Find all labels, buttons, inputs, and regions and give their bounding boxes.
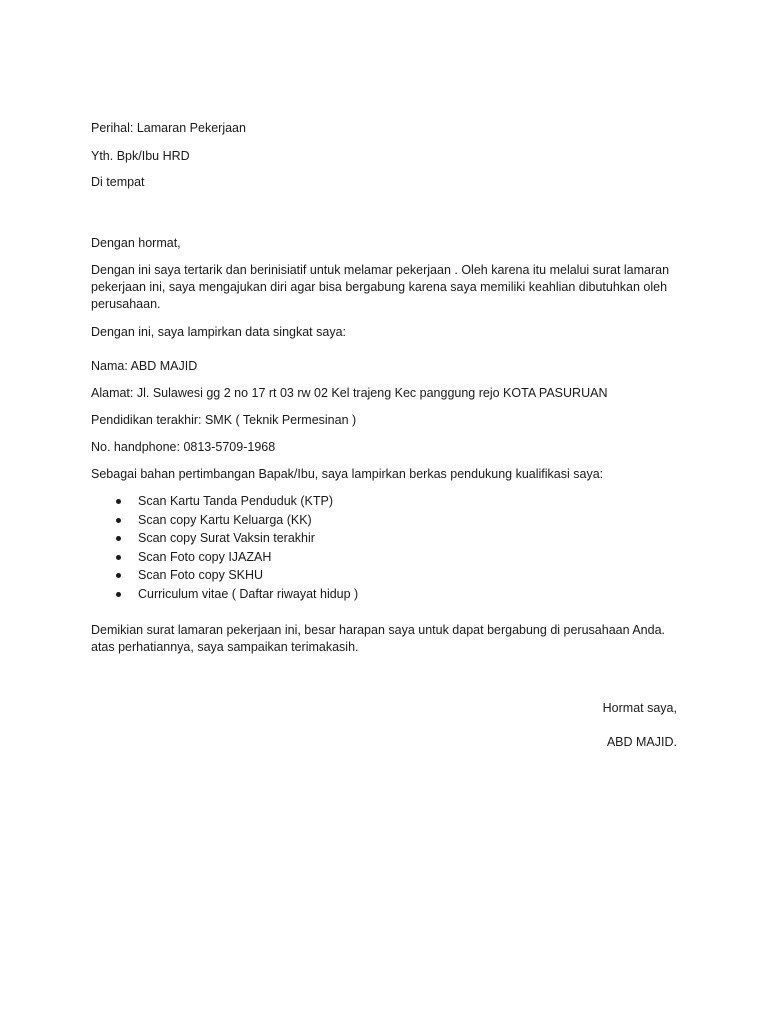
list-item-label: Curriculum vitae ( Daftar riwayat hidup ) — [138, 586, 359, 601]
attachments-intro: Sebagai bahan pertimbangan Bapak/Ibu, saya lampirkan berkas pendukung kualifikasi saya: — [91, 467, 604, 481]
bullet-icon — [116, 518, 121, 523]
bullet-icon — [116, 592, 121, 597]
list-item — [91, 492, 358, 511]
list-item — [91, 511, 358, 530]
list-item-label: Scan copy Kartu Keluarga (KK) — [138, 512, 312, 527]
bullet-icon — [116, 499, 121, 504]
phone-line: No. handphone: 0813-5709-1968 — [91, 440, 276, 454]
place-line: Di tempat — [91, 175, 145, 189]
address-line: Alamat: Jl. Sulawesi gg 2 no 17 rt 03 rw 02 Kel trajeng Kec panggung rejo KOTA PASURUAN — [91, 386, 608, 400]
signature-name: ABD MAJID. — [606, 735, 677, 749]
list-item — [91, 548, 358, 567]
list-item — [91, 585, 358, 604]
bullet-icon — [116, 573, 121, 578]
list-item-label: Scan Foto copy IJAZAH — [138, 549, 272, 564]
closing-paragraph: Demikian surat lamaran pekerjaan ini, besar harapan saya untuk dapat bergabung di perusahaan Anda. atas perhatiannya, saya sampaikan terimakasih. — [91, 623, 665, 654]
list-item — [91, 566, 358, 585]
list-item — [91, 529, 358, 548]
subject-line: Perihal: Lamaran Pekerjaan — [91, 121, 246, 135]
bullet-icon — [116, 555, 121, 560]
list-item-label: Scan copy Surat Vaksin terakhir — [138, 531, 315, 546]
intro-paragraph: Dengan ini saya tertarik dan berinisiatif untuk melamar pekerjaan . Oleh karena itu melalui surat lamaran pekerjaan ini, saya mengajukan diri agar bisa bergabung karena saya memiliki keahlian dibutuhkan oleh perusahaan. — [91, 263, 670, 311]
data-intro: Dengan ini, saya lampirkan data singkat saya: — [91, 325, 347, 339]
attachments-list — [91, 492, 358, 604]
education-line: Pendidikan terakhir: SMK ( Teknik Permesinan ) — [91, 413, 357, 427]
sign-off: Hormat saya, — [602, 701, 677, 715]
name-line: Nama: ABD MAJID — [91, 359, 198, 373]
recipient-line: Yth. Bpk/Ibu HRD — [91, 149, 190, 163]
greeting: Dengan hormat, — [91, 236, 181, 250]
bullet-icon — [116, 536, 121, 541]
list-item-label: Scan Kartu Tanda Penduduk (KTP) — [138, 494, 334, 508]
list-item-label: Scan Foto copy SKHU — [138, 568, 264, 583]
